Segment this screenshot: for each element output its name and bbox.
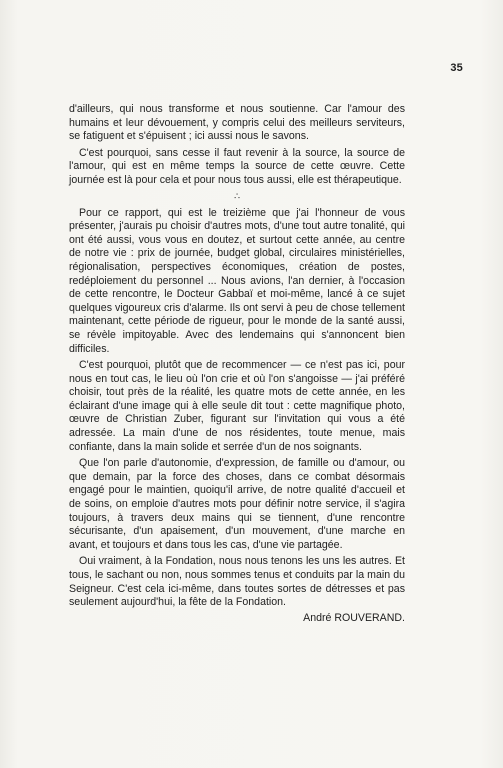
paragraph-1: d'ailleurs, qui nous transforme et nous soutienne. Car l'amour des humains et leur dévouement, y compris celui des meilleurs serviteurs, se fatiguent et s'épuisent ; ici aussi nous le savons.	[69, 103, 405, 143]
page-number: 35	[450, 62, 463, 74]
paragraph-3: Pour ce rapport, qui est le treizième que j'ai l'honneur de vous présenter, j'aurais pu choisir d'autres mots, d'une tout autre tonalité, qui ont été aussi, vous vous en doutez, et surtout cette année, au centre de notre vie : prix de journée, budget global, circulaires ministérielles, régionalisation, perspectives économiques, création de postes, redéploiement du personnel ... Nous avions, l'an dernier, à l'occasion de cette rencontre, le Docteur Gabbaï et moi-même, lancé à ce sujet quelques vigoureux cris d'alarme. Ils ont servi à peu de chose tellement maintenant, cette période de rigueur, pour le monde de la santé aussi, se révèle impitoyable. Avec des lendemains qui s'annoncent bien difficiles.	[69, 206, 405, 355]
paragraph-2: C'est pourquoi, sans cesse il faut revenir à la source, la source de l'amour, qui est en même temps la source de cette œuvre. Cette journée est là pour cela et pour nous tous aussi, elle est thérapeutique.	[69, 146, 405, 186]
paragraph-4: C'est pourquoi, plutôt que de recommencer — ce n'est pas ici, pour nous en tout cas, le lieu où l'on crie et où l'on s'angoisse — j'ai préféré choisir, tout près de la réalité, les quatre mots de cette année, en les éclairant d'une image qui à elle seule dit tout : cette magnifique photo, œuvre de Christian Zuber, figurant sur l'invitation qui vous a été adressée. La main d'une de nos résidentes, toute menue, mais confiante, dans la main solide et serrée d'un de nos soignants.	[69, 359, 405, 453]
section-separator: ∴	[234, 190, 240, 201]
article-body	[69, 103, 405, 625]
paragraph-5: Que l'on parle d'autonomie, d'expression, de famille ou d'amour, ou que demain, par la force des choses, dans ce combat désormais engagé pour le maintien, quoiqu'il arrive, de notre qualité d'accueil et de soins, on emploie d'autres mots pour définir notre service, il s'agira toujours, à travers deux mains qui se tiennent, d'une rencontre sécurisante, d'un apaisement, d'un mouvement, d'une marche en avant, et toujours et dans tous les cas, d'une vie partagée.	[69, 457, 405, 551]
paragraph-6: Oui vraiment, à la Fondation, nous nous tenons les uns les autres. Et tous, le sachant ou non, nous sommes tenus et conduits par la main du Seigneur. C'est cela ici-même, dans toutes sortes de détresses et pas seulement aujourd'hui, la fête de la Fondation.	[69, 555, 405, 609]
signature: André ROUVERAND.	[303, 611, 405, 624]
